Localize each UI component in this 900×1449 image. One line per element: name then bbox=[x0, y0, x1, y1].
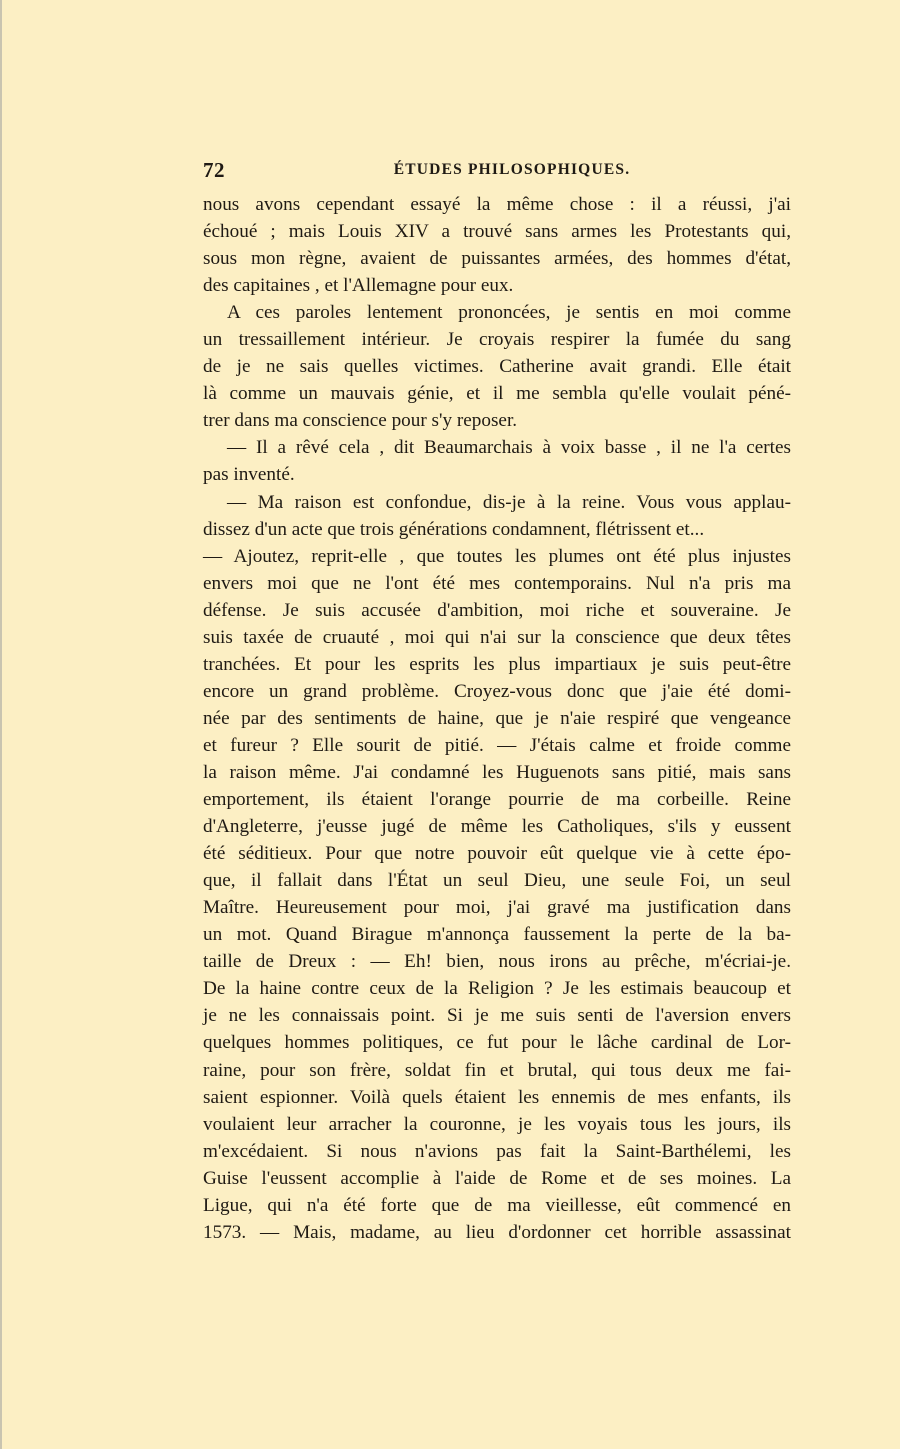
text-line: saient espionner. Voilà quels étaient les ennemis de mes enfants, ils bbox=[203, 1086, 791, 1108]
text-line: sous mon règne, avaient de puissantes armées, des hommes d'état, bbox=[203, 248, 791, 270]
text-line: nous avons cependant essayé la même chose : il a réussi, j'ai bbox=[203, 194, 791, 215]
text-line: et fureur ? Elle sourit de pitié. — J'étais calme et froide comme bbox=[203, 734, 791, 756]
text-line: taille de Dreux : — Eh! bien, nous irons au prêche, m'écriai-je. bbox=[203, 951, 791, 973]
text-line: la raison même. J'ai condamné les Huguenots sans pitié, mais sans bbox=[203, 761, 791, 783]
text-line: que, il fallait dans l'État un seul Dieu, une seule Foi, un seul bbox=[203, 870, 791, 892]
text-line: dissez d'un acte que trois générations condamnent, flétrissent et... bbox=[203, 518, 705, 540]
text-line: Guise l'eussent accomplie à l'aide de Rome et de ses moines. La bbox=[203, 1167, 791, 1189]
text-line: 1573. — Mais, madame, au lieu d'ordonner cet horrible assassinat bbox=[203, 1221, 791, 1243]
text-line: trer dans ma conscience pour s'y reposer. bbox=[203, 410, 518, 432]
text-line: tranchées. Et pour les esprits les plus impartiaux je suis peut-être bbox=[203, 653, 791, 675]
text-line: suis taxée de cruauté , moi qui n'ai sur la conscience que deux têtes bbox=[203, 626, 791, 648]
text-line: des capitaines , et l'Allemagne pour eux. bbox=[203, 275, 514, 297]
page-header bbox=[203, 158, 791, 186]
page-edge bbox=[0, 0, 2, 1449]
text-line: je ne les connaissais point. Si je me suis senti de l'aversion envers bbox=[203, 1005, 791, 1027]
text-line: — Ajoutez, reprit-elle , que toutes les plumes ont été plus injustes bbox=[203, 545, 791, 567]
text-line: De la haine contre ceux de la Religion ? Je les estimais beaucoup et bbox=[203, 978, 791, 1000]
text-line: un mot. Quand Birague m'annonça faussement la perte de la ba- bbox=[203, 924, 791, 946]
text-line: voulaient leur arracher la couronne, je les voyais tous les jours, ils bbox=[203, 1113, 791, 1135]
text-line: emportement, ils étaient l'orange pourrie de ma corbeille. Reine bbox=[203, 789, 791, 811]
text-line: Ligue, qui n'a été forte que de ma vieillesse, eût commencé en bbox=[203, 1194, 791, 1216]
text-line: Maître. Heureusement pour moi, j'ai gravé ma justification dans bbox=[203, 897, 791, 919]
text-line: défense. Je suis accusée d'ambition, moi riche et souveraine. Je bbox=[203, 599, 791, 621]
body-text bbox=[203, 191, 791, 1246]
text-line: échoué ; mais Louis XIV a trouvé sans armes les Protestants qui, bbox=[203, 221, 791, 243]
text-line: quelques hommes politiques, ce fut pour le lâche cardinal de Lor- bbox=[203, 1032, 791, 1054]
text-line: raine, pour son frère, soldat fin et brutal, qui tous deux me fai- bbox=[203, 1059, 791, 1081]
text-line: encore un grand problème. Croyez-vous donc que j'aie été domi- bbox=[203, 680, 791, 702]
text-line: née par des sentiments de haine, que je n'aie respiré que vengeance bbox=[203, 707, 791, 729]
text-line: de je ne sais quelles victimes. Catherine avait grandi. Elle était bbox=[203, 356, 791, 378]
text-line: envers moi que ne l'ont été mes contemporains. Nul n'a pris ma bbox=[203, 572, 791, 594]
text-line: A ces paroles lentement prononcées, je sentis en moi comme bbox=[227, 302, 791, 324]
text-line: d'Angleterre, j'eusse jugé de même les Catholiques, s'ils y eussent bbox=[203, 816, 791, 838]
text-line: — Il a rêvé cela , dit Beaumarchais à voix basse , il ne l'a certes bbox=[227, 437, 791, 459]
text-line: pas inventé. bbox=[203, 464, 295, 486]
text-line: un tressaillement intérieur. Je croyais respirer la fumée du sang bbox=[203, 329, 791, 351]
text-line: été séditieux. Pour que notre pouvoir eût quelque vie à cette épo- bbox=[203, 843, 791, 865]
text-line: m'excédaient. Si nous n'avions pas fait la Saint-Barthélemi, les bbox=[203, 1140, 791, 1162]
running-title: ÉTUDES PHILOSOPHIQUES. bbox=[393, 161, 631, 178]
page-number: 72 bbox=[203, 158, 225, 182]
text-line: là comme un mauvais génie, et il me sembla qu'elle voulait péné- bbox=[203, 383, 791, 405]
text-line: — Ma raison est confondue, dis-je à la reine. Vous vous applau- bbox=[227, 491, 791, 513]
